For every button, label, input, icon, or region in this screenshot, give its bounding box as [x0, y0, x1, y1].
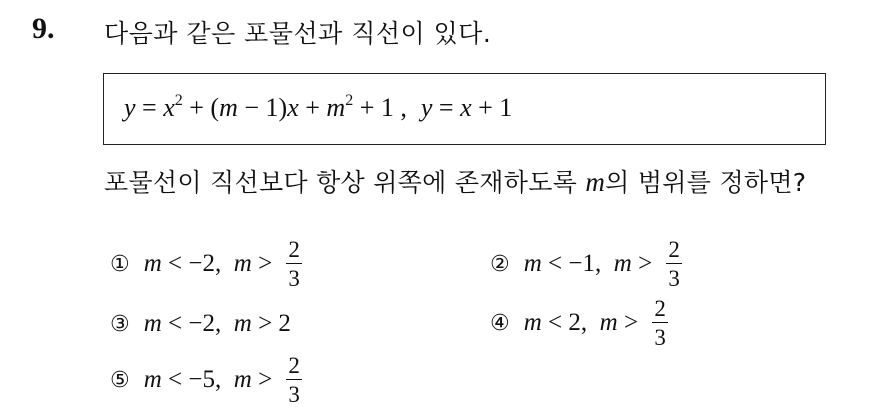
choice-number: ③	[110, 311, 130, 337]
var-m: m	[523, 309, 542, 336]
choice-number: ⑤	[110, 367, 130, 393]
fraction	[652, 297, 668, 349]
fraction-denominator: 3	[654, 325, 666, 350]
condition: > 2	[251, 310, 291, 337]
condition: >	[251, 250, 279, 277]
fraction-denominator: 3	[668, 266, 680, 291]
var-y: y	[420, 93, 433, 122]
var-m: m	[585, 167, 606, 197]
question-part2: 의 범위를 정하면?	[605, 168, 807, 197]
choice-number: ②	[490, 251, 510, 277]
var-m: m	[143, 310, 162, 337]
var-x: x	[287, 93, 299, 122]
condition: < −2,	[161, 250, 234, 277]
choice-5[interactable]	[110, 354, 302, 406]
exponent: 2	[345, 92, 354, 109]
choice-3[interactable]	[110, 310, 291, 338]
condition: < 2,	[541, 309, 600, 336]
condition: >	[251, 366, 279, 393]
choice-2[interactable]	[490, 238, 682, 290]
condition: < −5,	[161, 366, 234, 393]
fraction	[286, 354, 302, 406]
equation-box	[103, 73, 826, 145]
eq-part: +	[298, 93, 327, 122]
choice-1[interactable]	[110, 238, 302, 290]
fraction	[286, 238, 302, 290]
question-number: 9.	[32, 12, 55, 45]
var-m: m	[143, 250, 162, 277]
var-m: m	[233, 310, 252, 337]
var-x: x	[163, 93, 175, 122]
var-m: m	[613, 250, 632, 277]
fraction	[666, 238, 682, 290]
eq-part: =	[432, 93, 461, 122]
fraction-numerator: 2	[654, 296, 666, 321]
exponent: 2	[174, 92, 183, 109]
condition: < −2,	[161, 310, 234, 337]
var-x: x	[460, 93, 472, 122]
choice-number: ①	[110, 251, 130, 277]
eq-part: + 1 ,	[353, 93, 407, 122]
var-m: m	[219, 93, 238, 122]
choice-4[interactable]	[490, 297, 668, 349]
var-m: m	[326, 93, 346, 122]
eq-part: + (	[182, 93, 220, 122]
fraction-numerator: 2	[668, 237, 680, 262]
var-m: m	[233, 250, 252, 277]
var-y: y	[124, 93, 136, 122]
fraction-numerator: 2	[288, 237, 300, 262]
condition: < −1,	[541, 250, 614, 277]
choice-number: ④	[490, 310, 510, 336]
eq-part: =	[142, 93, 164, 122]
var-m: m	[599, 309, 618, 336]
var-m: m	[143, 366, 162, 393]
condition: >	[617, 309, 645, 336]
condition: >	[631, 250, 659, 277]
var-m: m	[233, 366, 252, 393]
question-part1: 포물선이 직선보다 항상 위쪽에 존재하도록	[104, 168, 586, 197]
fraction-numerator: 2	[288, 353, 300, 378]
equations	[124, 93, 512, 123]
question-text	[104, 163, 806, 199]
var-m: m	[523, 250, 542, 277]
fraction-denominator: 3	[288, 266, 300, 291]
question-stem: 다음과 같은 포물선과 직선이 있다.	[104, 19, 492, 48]
eq-part: + 1	[471, 93, 513, 122]
fraction-denominator: 3	[288, 382, 300, 407]
eq-part: − 1)	[237, 93, 288, 122]
